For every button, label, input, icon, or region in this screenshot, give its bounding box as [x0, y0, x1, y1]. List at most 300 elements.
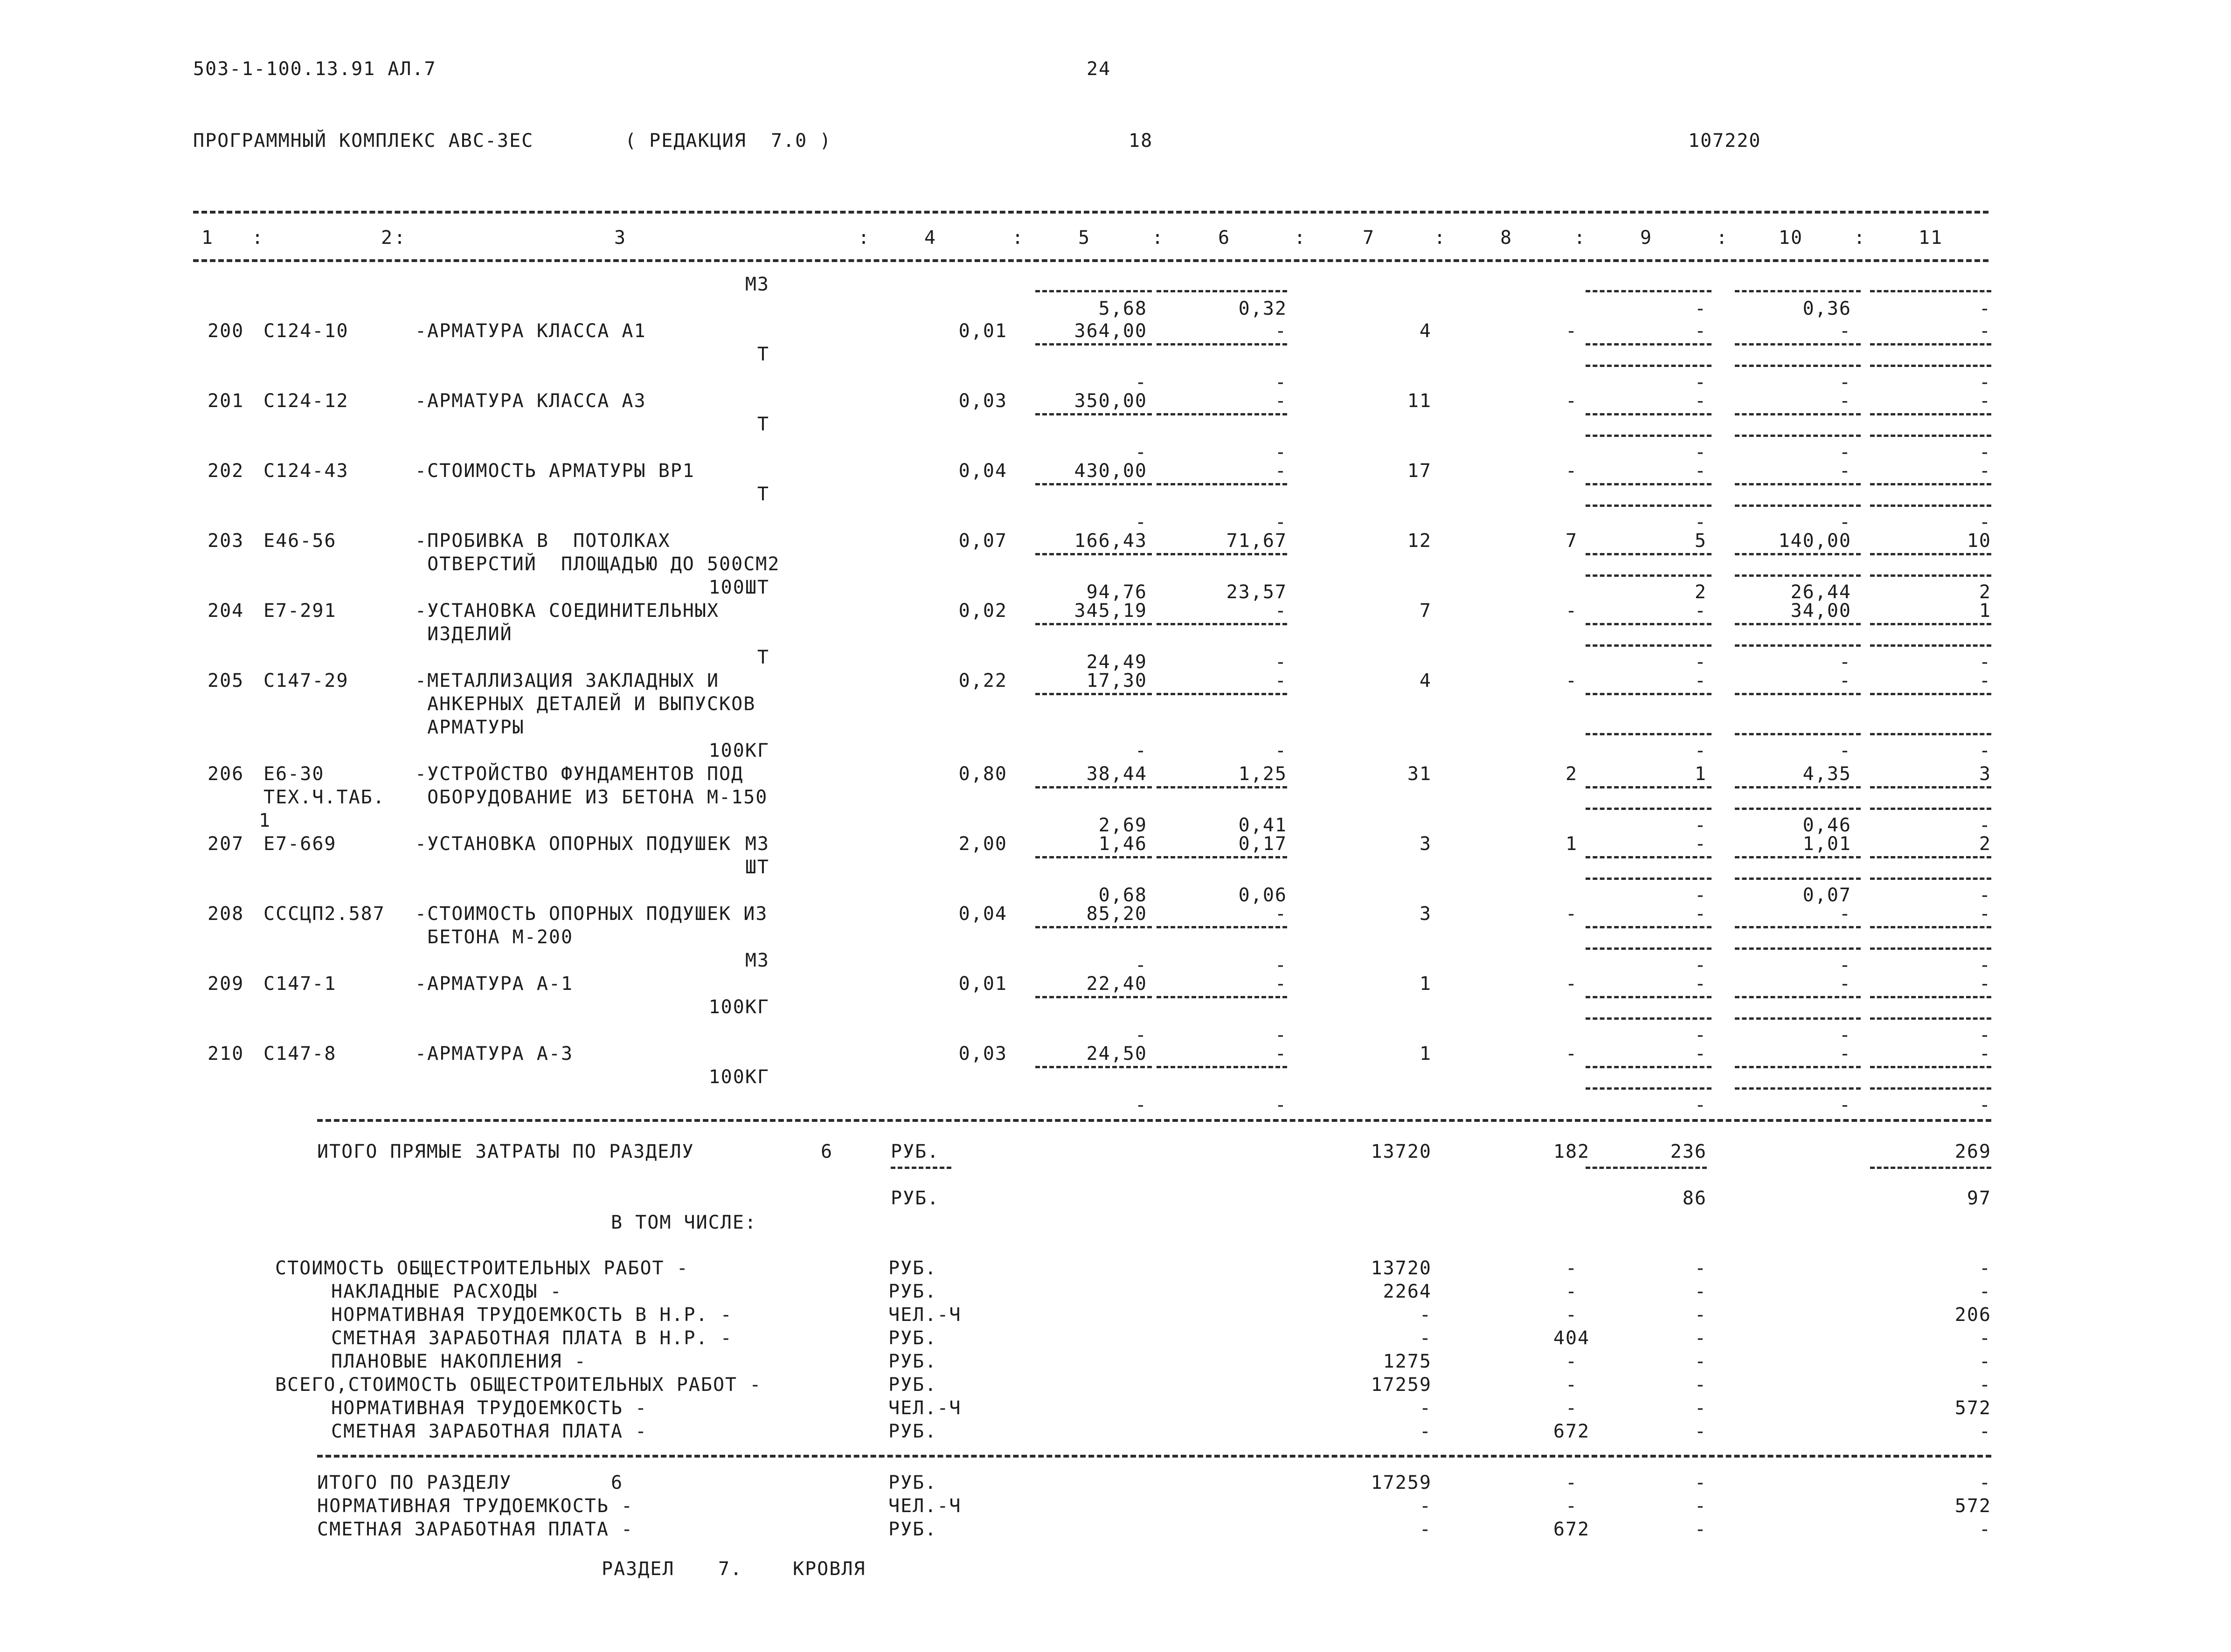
cell-separator [1035, 483, 1152, 485]
summary-value: - [1979, 1258, 1991, 1279]
column-header: 3 [614, 227, 627, 249]
summary-unit: РУБ. [888, 1421, 937, 1442]
cell-value: - [1565, 320, 1578, 342]
cell-separator [1586, 483, 1711, 485]
row-name: ОБОРУДОВАНИЕ ИЗ БЕТОНА М-150 [415, 787, 768, 808]
cell-separator [1035, 996, 1152, 998]
cell-value: 3 [1979, 763, 1991, 785]
cell-value: - [1565, 903, 1578, 925]
cell-value: - [1979, 903, 1991, 925]
cell-separator [1870, 553, 1991, 555]
row-code-note: 1 [259, 810, 271, 831]
row-name: -УСТАНОВКА ОПОРНЫХ ПОДУШЕК [415, 833, 732, 855]
cell-value: 364,00 [1074, 320, 1147, 342]
cell-subvalue: 0,41 [1238, 815, 1287, 836]
total-value: 86 [1682, 1188, 1707, 1209]
cell-separator [1870, 693, 1991, 695]
cell-separator [1735, 1066, 1861, 1068]
cell-value: - [1694, 1043, 1707, 1064]
cell-subvalue: - [1135, 372, 1147, 393]
summary-value: - [1694, 1397, 1707, 1419]
cell-subvalue: 2 [1694, 581, 1707, 603]
cell-subvalue: - [1275, 954, 1287, 976]
row-code: Е7-291 [263, 600, 337, 622]
summary-value: - [1979, 1421, 1991, 1442]
cell-value: - [1565, 670, 1578, 691]
cell-subvalue: 26,44 [1790, 581, 1851, 603]
cell-value: - [1839, 670, 1851, 691]
row-quantity: 0,02 [958, 600, 1007, 622]
cell-subvalue: - [1275, 1024, 1287, 1046]
summary-label: НОРМАТИВНАЯ ТРУДОЕМКОСТЬ - [331, 1397, 648, 1419]
cell-separator [1586, 1017, 1711, 1020]
row-quantity: 0,04 [958, 460, 1007, 482]
row-quantity: 0,03 [958, 1043, 1007, 1064]
cell-separator [1586, 365, 1711, 367]
section-total-unit: ЧЕЛ.-Ч [888, 1495, 962, 1517]
cell-separator [1586, 505, 1711, 507]
row-unit: Т [757, 344, 769, 365]
row-number: 208 [208, 903, 244, 925]
row-unit: 100КГ [708, 1066, 769, 1088]
cell-value: 350,00 [1074, 390, 1147, 412]
summary-unit: ЧЕЛ.-Ч [888, 1304, 962, 1326]
cell-value: 10 [1967, 530, 1991, 552]
cell-separator [1586, 926, 1711, 928]
cell-separator [1735, 365, 1861, 367]
section-total-label: ИТОГО ПО РАЗДЕЛУ [317, 1472, 512, 1493]
summary-value: - [1565, 1397, 1578, 1419]
cell-value: - [1839, 460, 1851, 482]
cell-value: 17 [1407, 460, 1432, 482]
row-code-note: ТЕХ.Ч.ТАБ. [263, 787, 385, 808]
summary-value: - [1694, 1351, 1707, 1372]
column-header: 5 [1078, 227, 1091, 249]
column-separator: : [394, 227, 407, 249]
row-quantity: 0,03 [958, 390, 1007, 412]
cell-value: 1 [1419, 973, 1432, 995]
cell-separator [1870, 1087, 1991, 1090]
cell-separator [1586, 808, 1711, 810]
cell-value: - [1979, 390, 1991, 412]
cell-separator [1735, 343, 1861, 346]
cell-subvalue: 24,49 [1086, 651, 1147, 673]
summary-label: ВСЕГО,СТОИМОСТЬ ОБЩЕСТРОИТЕЛЬНЫХ РАБОТ - [275, 1374, 762, 1396]
cell-value: 38,44 [1086, 763, 1147, 785]
cell-value: 5,68 [1098, 298, 1147, 319]
cell-separator [1157, 926, 1287, 928]
summary-value: - [1419, 1397, 1432, 1419]
cell-value: 166,43 [1074, 530, 1147, 552]
cell-subvalue: 0,06 [1238, 885, 1287, 906]
section-total-number: 6 [611, 1472, 624, 1493]
summary-value: 206 [1954, 1304, 1991, 1326]
cell-value: 1 [1565, 833, 1578, 855]
column-header: 6 [1218, 227, 1231, 249]
row-quantity: 0,80 [958, 763, 1007, 785]
cell-separator [1735, 693, 1861, 695]
cell-value: - [1275, 320, 1287, 342]
summary-unit: РУБ. [888, 1281, 937, 1302]
cell-separator [1586, 1087, 1711, 1090]
cell-subvalue: - [1839, 372, 1851, 393]
column-header: 2 [381, 227, 394, 249]
cell-value: - [1839, 903, 1851, 925]
total-value: 236 [1670, 1141, 1707, 1162]
cell-separator [1735, 947, 1861, 950]
section-total-value: 672 [1553, 1519, 1590, 1540]
cell-value: - [1839, 973, 1851, 995]
cell-separator [1586, 343, 1711, 346]
column-separator: : [1294, 227, 1307, 249]
cell-value: 71,67 [1226, 530, 1287, 552]
cell-separator [1870, 926, 1991, 928]
cell-separator [1157, 1066, 1287, 1068]
cell-value: - [1694, 600, 1707, 622]
row-code: Е6-30 [263, 763, 325, 785]
column-separator: : [252, 227, 264, 249]
cell-subvalue: - [1275, 740, 1287, 761]
column-separator: : [1854, 227, 1866, 249]
cell-subvalue: - [1694, 1094, 1707, 1116]
row-unit: М3 [745, 950, 769, 971]
total-unit: РУБ. [891, 1188, 940, 1209]
row-quantity: 0,22 [958, 670, 1007, 691]
cell-separator [1735, 878, 1861, 880]
summary-value: 13720 [1371, 1258, 1432, 1279]
cell-subvalue: 23,57 [1226, 581, 1287, 603]
cell-subvalue: - [1135, 1024, 1147, 1046]
row-code: С147-8 [263, 1043, 337, 1064]
summary-label: ПЛАНОВЫЕ НАКОПЛЕНИЯ - [331, 1351, 587, 1372]
cell-subvalue: 0,68 [1098, 885, 1147, 906]
total-value: 269 [1954, 1141, 1991, 1162]
row-name: БЕТОНА М-200 [415, 926, 574, 948]
cell-value: - [1275, 390, 1287, 412]
row-name: -СТОИМОСТЬ ОПОРНЫХ ПОДУШЕК ИЗ [415, 903, 768, 925]
cell-subvalue: - [1979, 885, 1991, 906]
cell-subvalue: - [1135, 740, 1147, 761]
cell-value: 5 [1694, 530, 1707, 552]
row-quantity: 0,01 [958, 320, 1007, 342]
document-code: 503-1-100.13.91 АЛ.7 [193, 58, 436, 80]
cell-separator [1157, 996, 1287, 998]
cell-subvalue: - [1839, 1094, 1851, 1116]
total-value: 182 [1553, 1141, 1590, 1162]
summary-value: - [1694, 1281, 1707, 1302]
row-code: СССЦП2.587 [263, 903, 385, 925]
cell-subvalue: 2 [1979, 581, 1991, 603]
section-total-rule [317, 1455, 1991, 1458]
cell-subvalue: 94,76 [1086, 581, 1147, 603]
row-name: -УСТАНОВКА СОЕДИНИТЕЛЬНЫХ [415, 600, 720, 622]
cell-value: 430,00 [1074, 460, 1147, 482]
section-total-value: - [1565, 1472, 1578, 1493]
row-code: С124-43 [263, 460, 349, 482]
column-separator: : [1574, 227, 1587, 249]
cell-subvalue: - [1275, 651, 1287, 673]
row-quantity: 2,00 [958, 833, 1007, 855]
cell-value: 2 [1565, 763, 1578, 785]
column-separator: : [1152, 227, 1164, 249]
next-section-title: КРОВЛЯ [793, 1558, 866, 1580]
cell-separator [1586, 1066, 1711, 1068]
cell-subvalue: - [1135, 1094, 1147, 1116]
row-name: ИЗДЕЛИЙ [415, 623, 513, 645]
column-header: 1 [201, 227, 214, 249]
cell-separator [1735, 644, 1861, 647]
cell-subvalue: - [1979, 954, 1991, 976]
cell-value: - [1839, 1043, 1851, 1064]
cell-separator [1870, 365, 1991, 367]
summary-unit: РУБ. [888, 1327, 937, 1349]
cell-separator [1157, 290, 1287, 292]
unit-label: М3 [745, 274, 769, 295]
cell-value: - [1275, 1043, 1287, 1064]
cell-value: - [1979, 460, 1991, 482]
summary-value: - [1979, 1351, 1991, 1372]
summary-value: - [1694, 1421, 1707, 1442]
summary-value: 572 [1954, 1397, 1991, 1419]
cell-value: - [1275, 460, 1287, 482]
cell-subvalue: - [1275, 442, 1287, 463]
total-unit: РУБ. [891, 1141, 940, 1162]
row-unit: Т [757, 647, 769, 668]
header-rule-bottom [193, 259, 1988, 262]
cell-subvalue: - [1694, 651, 1707, 673]
summary-unit: РУБ. [888, 1351, 937, 1372]
cell-separator [1586, 733, 1711, 735]
row-name: -СТОИМОСТЬ АРМАТУРЫ ВР1 [415, 460, 695, 482]
cell-value: 1,25 [1238, 763, 1287, 785]
row-name: АНКЕРНЫХ ДЕТАЛЕЙ И ВЫПУСКОВ [415, 693, 756, 715]
cell-value: - [1979, 670, 1991, 691]
cell-separator [891, 1167, 951, 1169]
cell-value: - [1839, 320, 1851, 342]
cell-subvalue: - [1694, 511, 1707, 533]
cell-separator [1157, 413, 1287, 415]
cell-value: 1,01 [1802, 833, 1851, 855]
cell-value: - [1694, 298, 1707, 319]
cell-separator [1735, 435, 1861, 437]
cell-separator [1870, 996, 1991, 998]
cell-subvalue: - [1979, 1024, 1991, 1046]
row-unit: 100КГ [708, 740, 769, 761]
cell-separator [1870, 623, 1991, 625]
cell-value: - [1275, 973, 1287, 995]
cell-subvalue: 0,07 [1802, 885, 1851, 906]
cell-value: 4,35 [1802, 763, 1851, 785]
cell-value: 24,50 [1086, 1043, 1147, 1064]
cell-separator [1735, 1087, 1861, 1090]
row-unit: М3 [745, 833, 769, 855]
cell-separator [1586, 290, 1711, 292]
cell-separator [1157, 553, 1287, 555]
summary-value: - [1419, 1304, 1432, 1326]
cell-value: - [1565, 390, 1578, 412]
cell-subvalue: - [1979, 442, 1991, 463]
cell-subvalue: - [1979, 740, 1991, 761]
sheet-number: 18 [1129, 130, 1153, 152]
cell-value: - [1839, 390, 1851, 412]
cell-value: 0,36 [1802, 298, 1851, 319]
cell-separator [1586, 435, 1711, 437]
summary-value: - [1419, 1421, 1432, 1442]
section-total-label: СМЕТНАЯ ЗАРАБОТНАЯ ПЛАТА - [317, 1519, 634, 1540]
summary-value: - [1565, 1374, 1578, 1396]
cell-value: - [1275, 903, 1287, 925]
section-total-value: - [1979, 1472, 1991, 1493]
cell-value: - [1565, 1043, 1578, 1064]
cell-subvalue: - [1979, 511, 1991, 533]
cell-subvalue: - [1694, 740, 1707, 761]
summary-value: - [1694, 1258, 1707, 1279]
summary-label: СМЕТНАЯ ЗАРАБОТНАЯ ПЛАТА В Н.Р. - [331, 1327, 733, 1349]
row-number: 201 [208, 390, 244, 412]
cell-separator [1586, 553, 1711, 555]
cell-separator [1735, 856, 1861, 858]
cell-separator [1870, 413, 1991, 415]
summary-label: НАКЛАДНЫЕ РАСХОДЫ - [331, 1281, 562, 1302]
row-number: 205 [208, 670, 244, 691]
summary-value: - [1565, 1281, 1578, 1302]
summary-value: - [1694, 1304, 1707, 1326]
cell-separator [1157, 343, 1287, 346]
summary-value: 2264 [1383, 1281, 1432, 1302]
section-total-value: - [1419, 1495, 1432, 1517]
row-number: 209 [208, 973, 244, 995]
section-total-value: - [1694, 1519, 1707, 1540]
total-value: 97 [1967, 1188, 1991, 1209]
cell-separator [1870, 505, 1991, 507]
row-name: -УСТРОЙСТВО ФУНДАМЕНТОВ ПОД [415, 763, 744, 785]
cell-separator [1735, 733, 1861, 735]
cell-value: - [1979, 1043, 1991, 1064]
section-total-value: - [1979, 1519, 1991, 1540]
cell-separator [1035, 856, 1152, 858]
cell-separator [1586, 693, 1711, 695]
cell-separator [1735, 1017, 1861, 1020]
cell-separator [1870, 644, 1991, 647]
cell-separator [1870, 290, 1991, 292]
cell-subvalue: - [1694, 815, 1707, 836]
cell-subvalue: - [1275, 511, 1287, 533]
cell-value: 31 [1407, 763, 1432, 785]
column-header: 9 [1640, 227, 1653, 249]
row-code: С147-1 [263, 973, 337, 995]
section-total-value: - [1694, 1495, 1707, 1517]
cell-separator [1735, 808, 1861, 810]
row-unit: 100КГ [708, 996, 769, 1018]
cell-separator [1735, 553, 1861, 555]
cell-subvalue: - [1135, 954, 1147, 976]
row-number: 206 [208, 763, 244, 785]
row-unit: Т [757, 484, 769, 505]
cell-separator [1157, 856, 1287, 858]
column-header: 4 [924, 227, 937, 249]
cell-separator [1586, 1167, 1707, 1169]
cell-value: - [1275, 600, 1287, 622]
cell-value: 4 [1419, 670, 1432, 691]
summary-value: - [1694, 1374, 1707, 1396]
summary-value: 672 [1553, 1421, 1590, 1442]
cell-value: 1 [1419, 1043, 1432, 1064]
cell-separator [1035, 786, 1152, 788]
cell-separator [1586, 623, 1711, 625]
cell-value: - [1979, 298, 1991, 319]
cell-value: 11 [1407, 390, 1432, 412]
cell-separator [1035, 1066, 1152, 1068]
cell-separator [1035, 553, 1152, 555]
cell-separator [1735, 623, 1861, 625]
total-section: 6 [821, 1141, 833, 1162]
cell-value: - [1979, 973, 1991, 995]
row-name: ОТВЕРСТИЙ ПЛОЩАДЬЮ ДО 500СМ2 [415, 553, 780, 575]
cell-subvalue: - [1979, 651, 1991, 673]
cell-separator [1870, 733, 1991, 735]
cell-value: - [1694, 833, 1707, 855]
cell-value: - [1565, 460, 1578, 482]
cell-separator [1735, 926, 1861, 928]
cell-subvalue: 2,69 [1098, 815, 1147, 836]
cell-subvalue: - [1135, 511, 1147, 533]
next-section-number: 7. [718, 1558, 743, 1580]
cell-separator [1870, 808, 1991, 810]
total-rule [317, 1119, 1991, 1122]
column-separator: : [1716, 227, 1729, 249]
row-quantity: 0,07 [958, 530, 1007, 552]
column-header: 8 [1500, 227, 1513, 249]
cell-value: 34,00 [1790, 600, 1851, 622]
row-unit: 100ШТ [708, 577, 769, 598]
cell-value: - [1694, 460, 1707, 482]
cell-separator [1586, 644, 1711, 647]
cell-separator [1035, 926, 1152, 928]
section-total-value: - [1565, 1495, 1578, 1517]
cell-value: 4 [1419, 320, 1432, 342]
row-unit: Т [757, 414, 769, 435]
cell-value: - [1565, 600, 1578, 622]
summary-value: - [1979, 1281, 1991, 1302]
row-code: С124-10 [263, 320, 349, 342]
column-header: 10 [1778, 227, 1803, 249]
row-name: -АРМАТУРА А-1 [415, 973, 574, 995]
cell-value: 0,32 [1238, 298, 1287, 319]
section-total-value: - [1694, 1472, 1707, 1493]
cell-separator [1157, 623, 1287, 625]
cell-subvalue: 0,46 [1802, 815, 1851, 836]
row-name: АРМАТУРЫ [415, 717, 525, 738]
row-number: 204 [208, 600, 244, 622]
cell-separator [1586, 413, 1711, 415]
cell-subvalue: - [1694, 885, 1707, 906]
cell-separator [1035, 623, 1152, 625]
cell-subvalue: - [1694, 372, 1707, 393]
cell-value: 1 [1694, 763, 1707, 785]
cell-value: 85,20 [1086, 903, 1147, 925]
cell-separator [1735, 505, 1861, 507]
cell-separator [1870, 947, 1991, 950]
cell-value: 2 [1979, 833, 1991, 855]
cell-separator [1870, 435, 1991, 437]
summary-unit: РУБ. [888, 1258, 937, 1279]
section-total-label: НОРМАТИВНАЯ ТРУДОЕМКОСТЬ - [317, 1495, 634, 1517]
cell-subvalue: - [1839, 1024, 1851, 1046]
row-name: -АРМАТУРА А-3 [415, 1043, 574, 1064]
summary-value: - [1694, 1327, 1707, 1349]
cell-separator [1586, 856, 1711, 858]
header-rule-top [193, 211, 1988, 214]
